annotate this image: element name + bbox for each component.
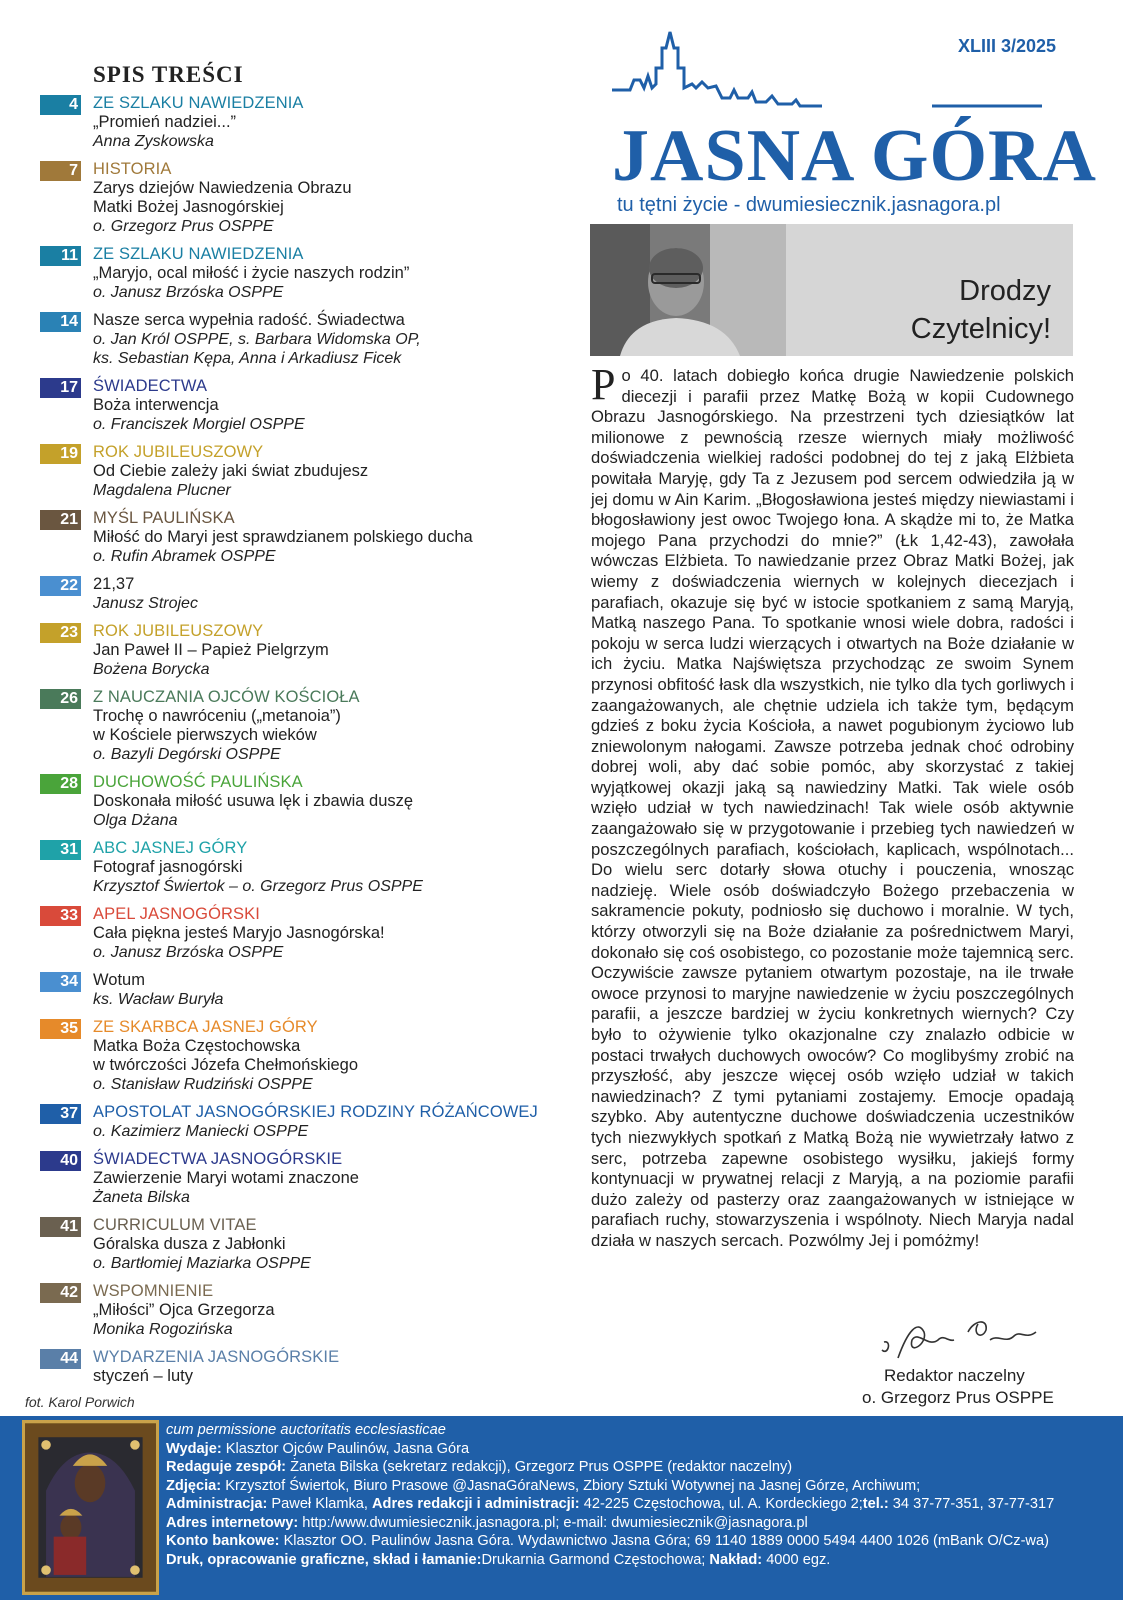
toc-item[interactable] [40,688,600,764]
toc-page-number: 28 [40,774,81,794]
toc-item[interactable] [40,311,600,368]
toc-item[interactable] [40,1103,600,1141]
toc-category: ZE SZLAKU NAWIEDZENIA [93,94,304,112]
toc-item[interactable] [40,94,600,151]
imprint-label: Nakład: [709,1551,763,1568]
imprint-line [166,1458,1116,1477]
toc-page-number: 34 [40,972,81,992]
toc-article-title: Matka Boża Częstochowska [93,1037,301,1055]
imprint-label: Wydaje: [166,1440,222,1457]
imprint-value: Żaneta Bilska (sekretarz redakcji), Grzegorz Prus OSPPE (redaktor naczelny) [286,1459,793,1475]
toc-page-number: 23 [40,623,81,643]
toc-author: Olga Dżana [93,812,178,829]
toc-author: ks. Wacław Buryła [93,991,224,1008]
toc-item[interactable] [40,1018,600,1094]
imprint-value: Klasztor OO. Paulinów Jasna Góra. Wydawnictwo Jasna Góra; 69 1140 1889 0000 5494 4400 1026 (mBank O/Cz-wa) [279,1533,1049,1549]
toc-author: o. Janusz Brzóska OSPPE [93,284,284,301]
toc-category: WSPOMNIENIE [93,1282,214,1300]
imprint-label: Konto bankowe: [166,1533,280,1549]
permission-line: cum permissione auctoritatis ecclesiasticae [166,1422,446,1438]
toc-article-title: Matki Bożej Jasnogórskiej [93,198,284,216]
toc-page-number: 22 [40,576,81,596]
toc-page-number: 44 [40,1349,81,1369]
toc-category: HISTORIA [93,160,172,178]
editorial-body [591,360,1074,1252]
toc-category: ABC JASNEJ GÓRY [93,839,248,857]
toc-author: o. Rufin Abramek OSPPE [93,548,276,565]
imprint-value: 34 37-77-351, 37-77-317 [888,1496,1055,1512]
toc-article-title: Boża interwencja [93,396,219,414]
basilica-skyline-icon [612,28,1052,128]
toc-article-title: Wotum [93,971,145,989]
imprint-label: Druk, opracowanie graficzne, skład i łamanie: [166,1551,482,1568]
toc-author: Krzysztof Świertok – o. Grzegorz Prus OSPPE [93,878,423,895]
toc-page-number: 31 [40,840,81,860]
toc-author: Monika Rogozińska [93,1321,233,1338]
toc-page-number: 40 [40,1151,81,1171]
toc-page-number: 21 [40,510,81,530]
toc-page-number: 11 [40,246,81,266]
toc-page-number: 42 [40,1283,81,1303]
toc-category: APEL JASNOGÓRSKI [93,905,260,923]
toc-item[interactable] [40,1282,600,1339]
toc-page-number: 41 [40,1217,81,1237]
imprint-label: tel.: [862,1496,889,1512]
toc-category: ROK JUBILEUSZOWY [93,443,264,461]
toc-article-title: „Promień nadziei...” [93,113,237,131]
toc-page-number: 7 [40,161,81,181]
editorial-title [911,272,1051,348]
toc-item[interactable] [40,1348,600,1386]
toc-category: Z NAUCZANIA OJCÓW KOŚCIOŁA [93,688,360,706]
imprint-line [166,1477,1116,1496]
editor-signature [878,1310,1048,1370]
toc-item[interactable] [40,377,600,434]
imprint-value: Krzysztof Świertok, Biuro Prasowe @JasnaGóraNews, Zbiory Sztuki Wotywnej na Jasnej Górze, Archiwum; [221,1477,921,1494]
toc-article-title: Zawierzenie Maryi wotami znaczone [93,1169,359,1187]
imprint-line [166,1495,1116,1514]
toc-author: o. Kazimierz Maniecki OSPPE [93,1123,309,1140]
imprint-label: Administracja: [166,1496,268,1512]
masthead-tagline: tu tętni życie - dwumiesiecznik.jasnagora.pl [617,194,1001,216]
toc-title: SPIS TREŚCI [93,62,244,87]
toc-page-number: 19 [40,444,81,464]
toc-category: ZE SKARBCA JASNEJ GÓRY [93,1018,318,1036]
imprint-value: Paweł Klamka, [267,1496,373,1512]
black-madonna-icon [22,1420,159,1595]
toc-article-title: Od Ciebie zależy jaki świat zbudujesz [93,462,369,480]
toc-author: Magdalena Plucner [93,482,231,499]
toc-author: Anna Zyskowska [93,133,214,150]
toc-page-number: 33 [40,906,81,926]
imprint-value: 42-225 Częstochowa, ul. A. Kordeckiego 2; [579,1496,863,1512]
toc-item[interactable] [40,160,600,236]
toc-category: WYDARZENIA JASNOGÓRSKIE [93,1348,340,1366]
toc-article-title: „Miłości” Ojca Grzegorza [93,1301,275,1319]
toc-item[interactable] [40,839,600,896]
toc-article-title: Fotograf jasnogórski [93,858,243,876]
toc-page-number: 35 [40,1019,81,1039]
toc-page-number: 14 [40,312,81,332]
signature-name: o. Grzegorz Prus OSPPE [862,1388,1054,1407]
toc-author: o. Bartłomiej Maziarka OSPPE [93,1255,311,1272]
toc-category: ŚWIADECTWA [93,377,208,395]
toc-article-title: Jan Paweł II – Papież Pielgrzym [93,641,329,659]
editorial-title-line1: Drodzy [959,275,1051,307]
toc-article-title: Zarys dziejów Nawiedzenia Obrazu [93,179,352,197]
toc-item[interactable] [40,1216,600,1273]
imprint-label: Adres internetowy: [166,1514,299,1531]
imprint-lines [166,1440,1116,1570]
toc-category: CURRICULUM VITAE [93,1216,257,1234]
editor-portrait [590,224,786,356]
toc-article-title: w Kościele pierwszych wieków [93,726,317,744]
drop-cap: P [591,360,616,409]
toc-article-title: styczeń – luty [93,1367,193,1385]
signature-role: Redaktor naczelny [884,1366,1025,1385]
toc-item[interactable] [40,622,600,679]
toc-author: o. Grzegorz Prus OSPPE [93,218,274,235]
toc-page-number: 17 [40,378,81,398]
toc-author: Żaneta Bilska [93,1189,190,1206]
imprint-line [166,1551,1116,1570]
toc-category: ŚWIADECTWA JASNOGÓRSKIE [93,1150,343,1168]
toc-item[interactable] [40,245,600,302]
toc-author: o. Bazyli Degórski OSPPE [93,746,281,763]
imprint-label: Zdjęcia: [166,1477,222,1494]
toc-category: DUCHOWOŚĆ PAULIŃSKA [93,773,303,791]
toc-article-title: Cała piękna jesteś Maryjo Jasnogórska! [93,924,385,942]
toc-item[interactable] [40,773,600,830]
imprint-line [166,1514,1116,1533]
toc-article-title: Nasze serca wypełnia radość. Świadectwa [93,311,405,329]
toc-item[interactable] [40,575,600,613]
toc-item[interactable] [40,443,600,500]
imprint-value: Klasztor Ojców Paulinów, Jasna Góra [221,1440,470,1457]
imprint-value: Drukarnia Garmond Częstochowa; [481,1551,710,1568]
toc-page-number: 26 [40,689,81,709]
imprint-value: 4000 egz. [762,1551,831,1568]
toc-article-title: Trochę o nawróceniu („metanoia”) [93,707,341,725]
footer-imprint [166,1421,1116,1569]
toc-author: o. Stanisław Rudziński OSPPE [93,1076,313,1093]
toc-item[interactable] [40,509,600,566]
toc-list [40,94,600,1386]
imprint-value: http:/www.dwumiesiecznik.jasnagora.pl; e-mail: dwumiesiecznik@jasnagora.pl [298,1514,808,1531]
toc-article-title: w twórczości Józefa Chełmońskiego [93,1056,359,1074]
toc-article-title: 21,37 [93,575,135,593]
toc-author: o. Janusz Brzóska OSPPE [93,944,284,961]
toc-category: APOSTOLAT JASNOGÓRSKIEJ RODZINY RÓŻAŃCOWEJ [93,1103,538,1121]
imprint-label: Redaguje zespół: [166,1459,287,1475]
table-of-contents [40,62,600,1386]
toc-article-title: Doskonała miłość usuwa lęk i zbawia duszę [93,792,414,810]
toc-article-title: „Maryjo, ocal miłość i życie naszych rodzin” [93,264,410,282]
toc-author: ks. Sebastian Kępa, Anna i Arkadiusz Ficek [93,350,402,367]
toc-author: Bożena Borycka [93,661,210,678]
imprint-label: Adres redakcji i administracji: [372,1496,580,1512]
toc-item[interactable] [40,971,600,1009]
toc-item[interactable] [40,1150,600,1207]
toc-category: MYŚL PAULIŃSKA [93,509,235,527]
toc-article-title: Góralska dusza z Jabłonki [93,1235,286,1253]
photo-credit: fot. Karol Porwich [25,1394,135,1410]
toc-author: Janusz Strojec [93,595,198,612]
editorial-text: o 40. latach dobiegło końca drugie Nawiedzenie polskich diecezji i parafii przez Matkę Bożą w kopii Cudownego Obrazu Jasnogórskiego. Na przestrzeni tych dziesiątków lat milionowe z pewnością rzesze wiernych miały możliwość doświadczenia wielkiej radości podobnej do tej z jaką Elżbieta powitała Maryję, gdy Ta z Jezusem pod sercem odwiedziła ją w jej domu w Ain Karim. „Błogosławiona jesteś między niewiastami i błogosławiony jest owoc Twojego łona. A skądże mi to, że Matka mojego Pana przychodzi do mnie?” (Łk 1,42-43), zawołała wówczas Elżbieta. To nawiedzanie przez Obraz Matki Bożej, jak wiemy z doświadczenia wiernych w kolejnych diecezjach i parafiach, okazuje się być w istocie spotkaniem z samą Maryją, Matką naszego Pana. To spotkanie wnosi wiele dobra, radości i pokoju w serca ludzi wierzących i otwartych na Boże działanie w ich życiu. Matka Najświętsza przychodząc ze swoim Synem przynosi obfitość łask dla wszystkich, nie tylko dla tych gorliwych i zaangażowanych, ale chętnie udziela ich także tym, będącym gdzieś z boku życia Kościoła, a nawet pogubionym życiowo lub zniewolonym nałogami. Zawsze potrzeba jednak choć odrobiny dobrej woli, aby dać sobie pomóc, aby skorzystać z takiej wyjątkowej okazji jaką są nawiedziny Matki. Tak wiele osób wzięło udział w tych nawiedzinach! Tak wiele osób aktywnie zaangażowało się w przygotowanie i przebieg tych nawiedzeń w poszczególnych parafiach, kościołach, kaplicach, wspólnotach... Do wielu serc dotarły słowa otuchy i pouczenia, wnosząc nadzieję. Wiele osób doświadczyło Bożego przebaczenia w sakramencie pokuty, podniosło się duchowo i moralnie. W tych, którzy otworzyli się na Boże działanie za pośrednictwem Maryi, dokonało się coś osobistego, co pozostanie może tajemnicą serc. Oczywiście zawsze pytaniem otwartym pozostaje, na ile trwałe owoce przynosi to maryjne nawiedzenie w życiu poszczególnych parafii, a jeszcze bardziej w życiu konkretnych wiernych? Czy było to ożywienie tylko okazjonalne czy znalazło odbicie w postaci trwałych duchowych owoców? Co moglibyśmy zrobić na przyszłość, aby jeszcze więcej osób wzięło udział w takich nawiedzinach? Z tymi pytaniami zostajemy. Emocje opadają szybko. Aby autentyczne duchowe doświadczenia uczestników tych niezwykłych spotkań z Matką Bożą nie wywietrzały łatwo z serc, potrzeba zapewne osobistego wysiłku, jakiejś formy kontynuacji w prywatnej relacji z Maryją, a na poziomie parafii dużo zależy od pasterzy oraz zaangażowanych w istniejące w parafiach ruchy, stowarzyszenia i wspólnoty. Niech Maryja nadal działa w naszych sercach. Pozwólmy Jej i pomóżmy! [591,366,1074,1250]
toc-page-number: 37 [40,1104,81,1124]
toc-item[interactable] [40,905,600,962]
toc-page-number: 4 [40,95,81,115]
imprint-line [166,1440,1116,1459]
imprint-line [166,1532,1116,1551]
masthead-title: JASNA GÓRA [612,115,1097,197]
toc-category: ZE SZLAKU NAWIEDZENIA [93,245,304,263]
editorial-title-line2: Czytelnicy! [910,313,1051,345]
toc-author: o. Franciszek Morgiel OSPPE [93,416,305,433]
issue-number: XLIII 3/2025 [958,36,1057,56]
toc-author: o. Jan Król OSPPE, s. Barbara Widomska OP, [93,331,421,348]
toc-category: ROK JUBILEUSZOWY [93,622,264,640]
toc-article-title: Miłość do Maryi jest sprawdzianem polskiego ducha [93,528,473,546]
